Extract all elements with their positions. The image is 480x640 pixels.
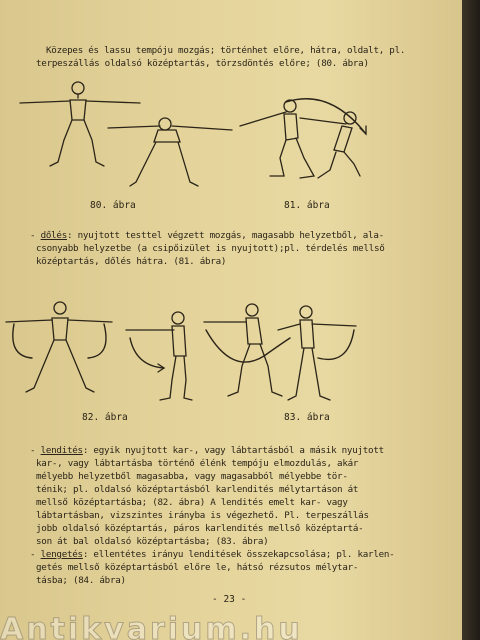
lendites-line-6: lábtartásban, vizszintes irányba is végezhető. Pl. terpeszállás bbox=[36, 510, 369, 521]
watermark: Antikvarium.hu bbox=[0, 612, 303, 640]
caption-fig81: 81. ábra bbox=[284, 200, 330, 211]
lengetes-line-2: getés mellső középtartásból előre le, hátsó rézsutos mélytar- bbox=[36, 562, 359, 573]
lengetes-line-1: - lengetés: ellentétes irányu lenditések összekapcsolása; pl. karlen- bbox=[30, 549, 395, 560]
lengetes-line-3: tásba; (84. ábra) bbox=[36, 575, 126, 586]
lendites-line-5: mellső középtartásba; (82. ábra) A lendités emelt kar- vagy bbox=[36, 497, 348, 508]
figures-82-83-illustration bbox=[0, 296, 462, 416]
caption-fig80: 80. ábra bbox=[90, 200, 136, 211]
doles-term: dőlés bbox=[40, 230, 67, 241]
fig82-swing-figure-front bbox=[6, 302, 112, 392]
doles-line-3: középtartás, dőlés hátra. (81. ábra) bbox=[36, 256, 227, 267]
caption-fig83: 83. ábra bbox=[284, 412, 330, 423]
lendites-line-4: ténik; pl. oldalsó középtartásból karlendités mélytartáson át bbox=[36, 484, 359, 495]
page-edge-shadow bbox=[462, 0, 480, 640]
lendites-line-8: son át bal oldalsó középtartásba; (83. ábra) bbox=[36, 536, 269, 547]
fig83-swing-figures bbox=[204, 304, 356, 400]
lengetes-term: lengetés bbox=[40, 549, 83, 560]
lendites-line-2: kar-, vagy lábtartásba történő élénk tempóju elmozdulás, akár bbox=[36, 458, 359, 469]
intro-line-2: terpeszállás oldalsó középtartás, törzsdöntés előre; (80. ábra) bbox=[36, 58, 369, 69]
fig82-swing-figure-side bbox=[126, 312, 192, 400]
fig81-kneeling-figures bbox=[240, 99, 366, 178]
doles-line-1: - dőlés: nyujtott testtel végzett mozgás, magasabb helyzetből, ala- bbox=[30, 230, 384, 241]
caption-fig82: 82. ábra bbox=[82, 412, 128, 423]
doles-line-2: csonyabb helyzetbe (a csipőizület is nyujtott);pl. térdelés mellső bbox=[36, 243, 385, 254]
intro-line-1: Közepes és lassu tempóju mozgás; történhet előre, hátra, oldalt, pl. bbox=[46, 45, 406, 56]
lendites-line-7: jobb oldalsó középtartás, páros karlendités mellső középtartá- bbox=[36, 523, 364, 534]
lendites-term: lendités bbox=[40, 445, 83, 456]
lendites-line-1: - lendités: egyik nyujtott kar-, vagy lábtartásból a másik nyujtott bbox=[30, 445, 384, 456]
page-number: - 23 - bbox=[212, 594, 247, 605]
lendites-line-3: mélyebb helyzetből magasabba, vagy magasabból mélyebbe tör- bbox=[36, 471, 348, 482]
fig80-standing-figure bbox=[20, 82, 140, 166]
fig80-bending-figure bbox=[108, 118, 232, 186]
